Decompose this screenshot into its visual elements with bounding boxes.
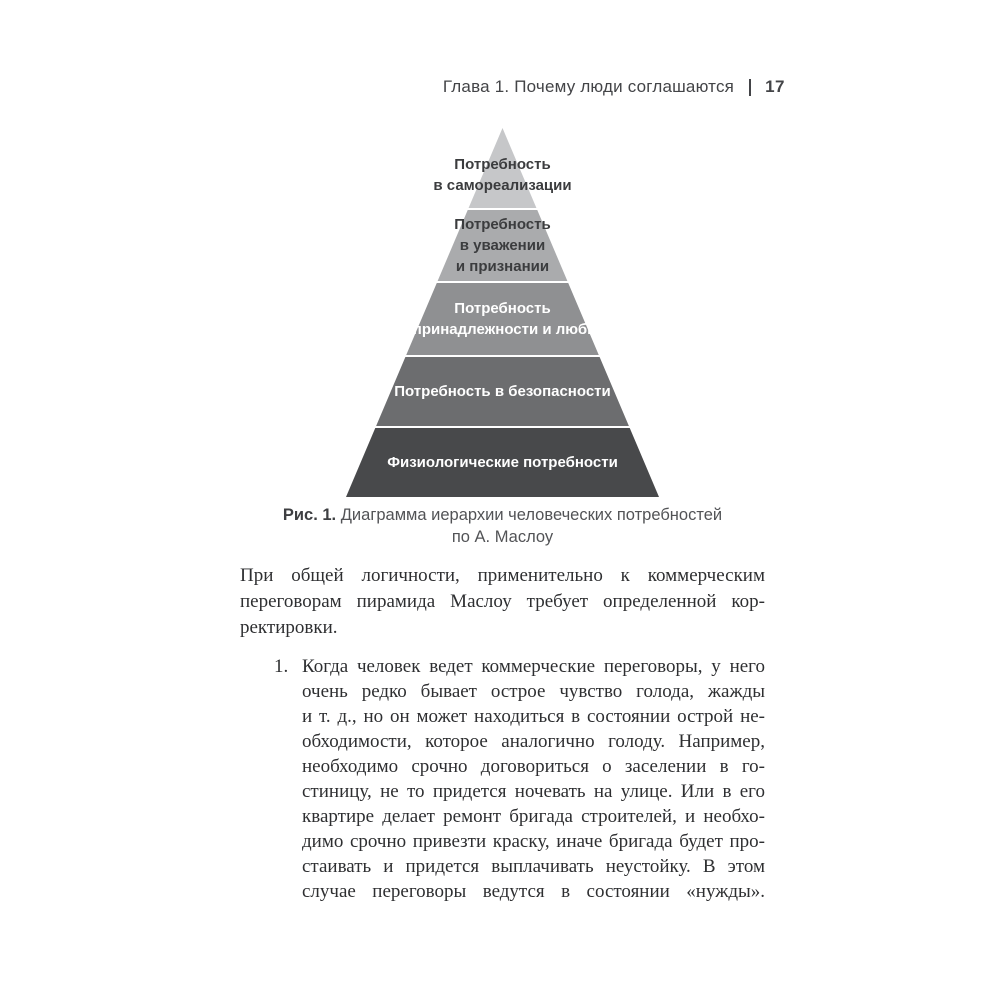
- numbered-list-item-1: [240, 654, 765, 904]
- figure-maslow: [240, 128, 765, 548]
- pyramid-level-label: [346, 283, 659, 355]
- pyramid-label-line: и признании: [455, 258, 550, 275]
- text-line: переговорам пирамида Маслоу требует определенной кор-: [240, 591, 765, 612]
- text-line: Когда человек ведет коммерческие переговоры, у него: [302, 656, 765, 677]
- figure-caption: [240, 504, 765, 548]
- pyramid-label-line: Потребность: [454, 156, 551, 173]
- text-line: стиницу, не то придется ночевать на улице. Или в его: [302, 781, 765, 802]
- pyramid-level-label: [346, 210, 659, 281]
- text-line: димо срочно привезти краску, иначе бригада будет про-: [302, 831, 765, 852]
- text-line: очень редко бывает острое чувство голода, жажды: [302, 681, 765, 702]
- pyramid-level-physiological: [346, 428, 659, 497]
- pyramid-level-label: [346, 128, 659, 208]
- running-header: [443, 77, 785, 97]
- figure-caption-text: Диаграмма иерархии человеческих потребностей: [340, 506, 723, 524]
- list-item-number: 1.: [274, 656, 289, 677]
- figure-caption-line2: по А. Маслоу: [451, 528, 554, 546]
- header-separator: [749, 79, 751, 96]
- text-line: обходимости, которое аналогично голоду. Например,: [302, 731, 765, 752]
- pyramid-label-line: в уважении: [459, 237, 546, 254]
- text-line: и т. д., но он может находиться в состоянии острой не-: [302, 706, 765, 727]
- pyramid-level-label: [346, 428, 659, 497]
- text-line: необходимо срочно договориться о заселении в го-: [302, 756, 765, 777]
- page-number: 17: [765, 77, 785, 96]
- pyramid-label-line: Физиологические потребности: [387, 454, 618, 471]
- text-line: При общей логичности, применительно к коммерческим: [240, 565, 765, 586]
- pyramid-label-line: в принадлежности и любви: [399, 321, 606, 338]
- list-item-text: [302, 654, 765, 904]
- text-line: квартире делает ремонт бригада строителей, и необхо-: [302, 806, 765, 827]
- pyramid-level-belonging-love: [346, 283, 659, 355]
- pyramid-level-esteem: [346, 210, 659, 281]
- pyramid-label-line: Потребность в безопасности: [394, 383, 611, 400]
- text-line: стаивать и придется выплачивать неустойку. В этом: [302, 856, 765, 877]
- figure-caption-label: Рис. 1.: [282, 506, 337, 524]
- pyramid-level-safety: [346, 357, 659, 426]
- pyramid-label-line: Потребность: [454, 216, 551, 233]
- text-line: ректировки.: [240, 617, 338, 638]
- paragraph-intro: [240, 563, 765, 641]
- pyramid-label-line: в самореализации: [433, 177, 572, 194]
- pyramid-label-line: Потребность: [454, 300, 551, 317]
- pyramid-level-self-actualization: [346, 128, 659, 208]
- maslow-pyramid-diagram: [346, 128, 659, 497]
- text-line: случае переговоры ведутся в состоянии «нужды».: [302, 881, 765, 902]
- chapter-title: Глава 1. Почему люди соглашаются: [442, 77, 735, 96]
- pyramid-level-label: [346, 357, 659, 426]
- figure-caption-line1: [240, 504, 765, 526]
